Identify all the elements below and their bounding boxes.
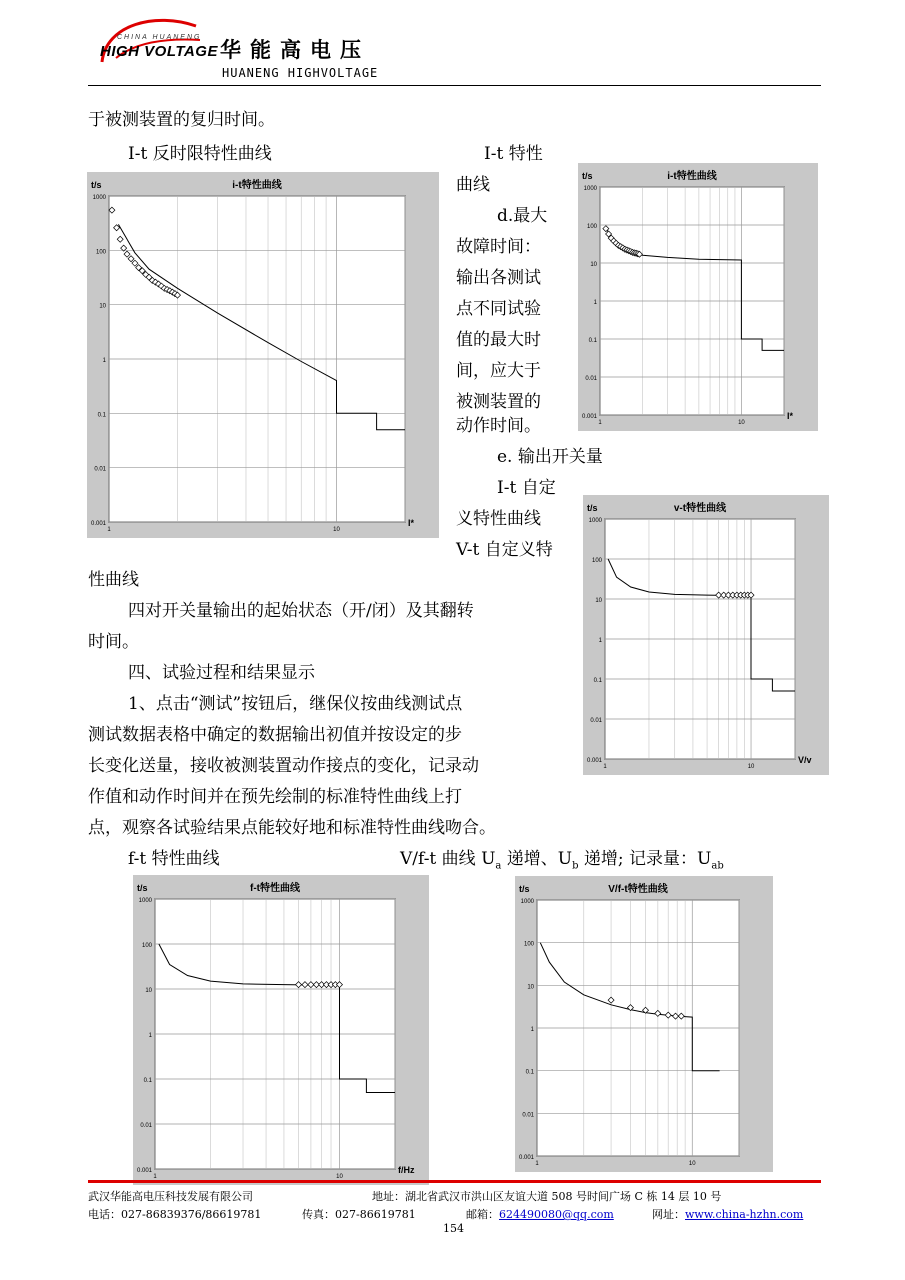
footer-fax: 传真：027-86619781 [302, 1208, 416, 1221]
chart-svg [583, 495, 829, 775]
chart-ft [133, 875, 429, 1185]
side-text-line: 被测装置的 [456, 392, 541, 412]
paragraph-line: 点，观察各试验结果点能较好地和标准特性曲线吻合。 [88, 818, 496, 838]
paragraph-line: 长变化送量，接收被测装置动作接点的变化，记录动 [88, 756, 479, 776]
y-tick-label: 0.1 [593, 678, 602, 684]
y-tick-label: 0.001 [90, 521, 106, 527]
chart-svg [515, 876, 773, 1172]
paragraph-line: 于被测装置的复归时间。 [88, 110, 275, 130]
y-tick-label: 100 [523, 941, 534, 948]
y-tick-label: 1 [598, 638, 602, 644]
y-axis-label: t/s [137, 883, 148, 893]
footer-phone: 电话：027-86839376/86619781 [88, 1208, 262, 1221]
paragraph-line: 四对开关量输出的起始状态（开/闭）及其翻转 [128, 601, 474, 621]
y-tick-label: 0.001 [518, 1155, 534, 1161]
x-tick-label: 1 [598, 420, 602, 426]
chart-title: v-t特性曲线 [673, 503, 727, 514]
y-tick-label: 10 [99, 303, 106, 310]
x-tick-label: 10 [738, 420, 745, 426]
x-tick-label: 1 [535, 1161, 539, 1167]
chart-title: i-t特性曲线 [232, 180, 282, 191]
x-tick-label: 10 [333, 527, 340, 533]
y-tick-label: 0.1 [525, 1069, 534, 1076]
side-text-line: 输出各测试 [456, 268, 541, 288]
y-tick-label: 1000 [588, 518, 602, 524]
chart-title: f-t特性曲线 [250, 883, 300, 894]
y-tick-label: 0.01 [94, 466, 106, 473]
y-tick-label: 100 [141, 943, 152, 949]
chart-vft [515, 876, 773, 1172]
paragraph-line: 性曲线 [88, 570, 139, 590]
web-link[interactable]: www.china-hzhn.com [685, 1208, 804, 1221]
y-tick-label: 10 [527, 984, 534, 991]
paragraph-line: 测试数据表格中确定的数据输出初值并按设定的步 [88, 725, 462, 745]
chart-svg [133, 875, 429, 1185]
chart-title: V/f-t特性曲线 [608, 884, 668, 895]
side-text-line: V-t 自定义特 [456, 540, 553, 560]
x-tick-label: 1 [107, 527, 111, 533]
chart-it-2 [578, 163, 818, 431]
chart-title: i-t特性曲线 [667, 171, 717, 182]
y-tick-label: 1000 [520, 899, 534, 905]
y-tick-label: 1000 [92, 195, 106, 201]
y-tick-label: 100 [586, 224, 597, 230]
y-tick-label: 1 [102, 358, 106, 364]
side-text-line: d.最大 [497, 206, 548, 226]
header-rule [88, 85, 821, 86]
y-axis-label: t/s [91, 180, 102, 190]
y-tick-label: 1 [148, 1033, 152, 1039]
chart-it-1 [87, 172, 439, 538]
y-tick-label: 0.001 [586, 758, 602, 764]
side-text-line: 间，应大于 [456, 361, 541, 381]
paragraph-line: 作值和动作时间并在预先绘制的标准特性曲线上打 [88, 787, 462, 807]
y-axis-label: t/s [519, 884, 530, 894]
y-tick-label: 1000 [138, 898, 152, 904]
logo-subtitle: CHINA HUANENG [117, 34, 202, 41]
email-link[interactable]: 624490080@qq.com [499, 1208, 614, 1221]
y-tick-label: 100 [95, 249, 106, 256]
paragraph-line: 1、点击“测试”按钮后，继保仪按曲线测试点 [128, 694, 463, 714]
caption-ft-curve: f-t 特性曲线 [128, 849, 220, 869]
x-tick-label: 1 [603, 764, 607, 770]
chart-svg [578, 163, 818, 431]
y-axis-label: t/s [582, 171, 593, 181]
x-axis-label: f/Hz [398, 1165, 415, 1175]
x-tick-label: 1 [153, 1174, 157, 1180]
y-tick-label: 1000 [583, 186, 597, 192]
footer-address: 地址：湖北省武汉市洪山区友谊大道 508 号时间广场 C 栋 14 层 10 号 [372, 1190, 722, 1203]
y-tick-label: 0.1 [97, 412, 106, 419]
caption-vft-curve: V/f-t 曲线 $U_a$ 递增、$U_b$ 递增; 记录量：$U_{ab}$ [400, 849, 724, 872]
y-tick-label: 0.01 [522, 1112, 534, 1119]
y-tick-label: 0.1 [588, 338, 597, 344]
y-tick-label: 0.1 [143, 1078, 152, 1084]
side-text-line: 值的最大时 [456, 330, 541, 350]
paragraph-line: 时间。 [88, 632, 139, 652]
section-heading: 四、试验过程和结果显示 [128, 663, 315, 683]
x-axis-label: I* [408, 518, 415, 528]
x-tick-label: 10 [336, 1174, 343, 1180]
footer-web: 网址：www.china-hzhn.com [652, 1208, 804, 1221]
y-tick-label: 0.01 [140, 1123, 152, 1129]
y-tick-label: 0.001 [581, 414, 597, 420]
side-text-line: 点不同试验 [456, 299, 541, 319]
header-title-en: HUANENG HIGHVOLTAGE [222, 66, 379, 80]
y-tick-label: 0.01 [590, 718, 602, 724]
chart-svg [87, 172, 439, 538]
footer-red-rule [88, 1180, 821, 1183]
side-text-line: I-t 自定 [497, 478, 556, 498]
x-axis-label: I* [787, 411, 794, 421]
footer-email: 邮箱：624490080@qq.com [466, 1208, 614, 1221]
side-text-line: 动作时间。 [456, 416, 541, 436]
caption-it-curve: I-t 反时限特性曲线 [128, 144, 272, 164]
page-number: 154 [443, 1222, 464, 1235]
side-text-line: 故障时间： [456, 237, 541, 257]
x-tick-label: 10 [747, 764, 755, 770]
y-tick-label: 10 [595, 598, 602, 604]
side-text-line: I-t 特性 [484, 144, 543, 164]
side-text-line: e. 输出开关量 [497, 447, 603, 467]
x-axis-label: V/v [798, 755, 812, 765]
y-tick-label: 10 [145, 988, 152, 994]
y-tick-label: 0.001 [136, 1168, 152, 1174]
side-text-line: 曲线 [456, 175, 490, 195]
header-title-cn: 华能高电压 [220, 37, 370, 62]
logo-wordmark: HIGH VOLTAGE [100, 43, 218, 60]
y-tick-label: 1 [593, 300, 597, 306]
y-axis-label: t/s [587, 503, 598, 513]
y-tick-label: 10 [590, 262, 597, 268]
y-tick-label: 0.01 [585, 376, 597, 382]
y-tick-label: 1 [530, 1027, 534, 1033]
y-tick-label: 100 [591, 558, 602, 564]
side-text-line: 义特性曲线 [456, 509, 541, 529]
footer-company: 武汉华能高电压科技发展有限公司 [88, 1190, 253, 1203]
chart-vt [583, 495, 829, 775]
x-tick-label: 10 [688, 1161, 696, 1167]
